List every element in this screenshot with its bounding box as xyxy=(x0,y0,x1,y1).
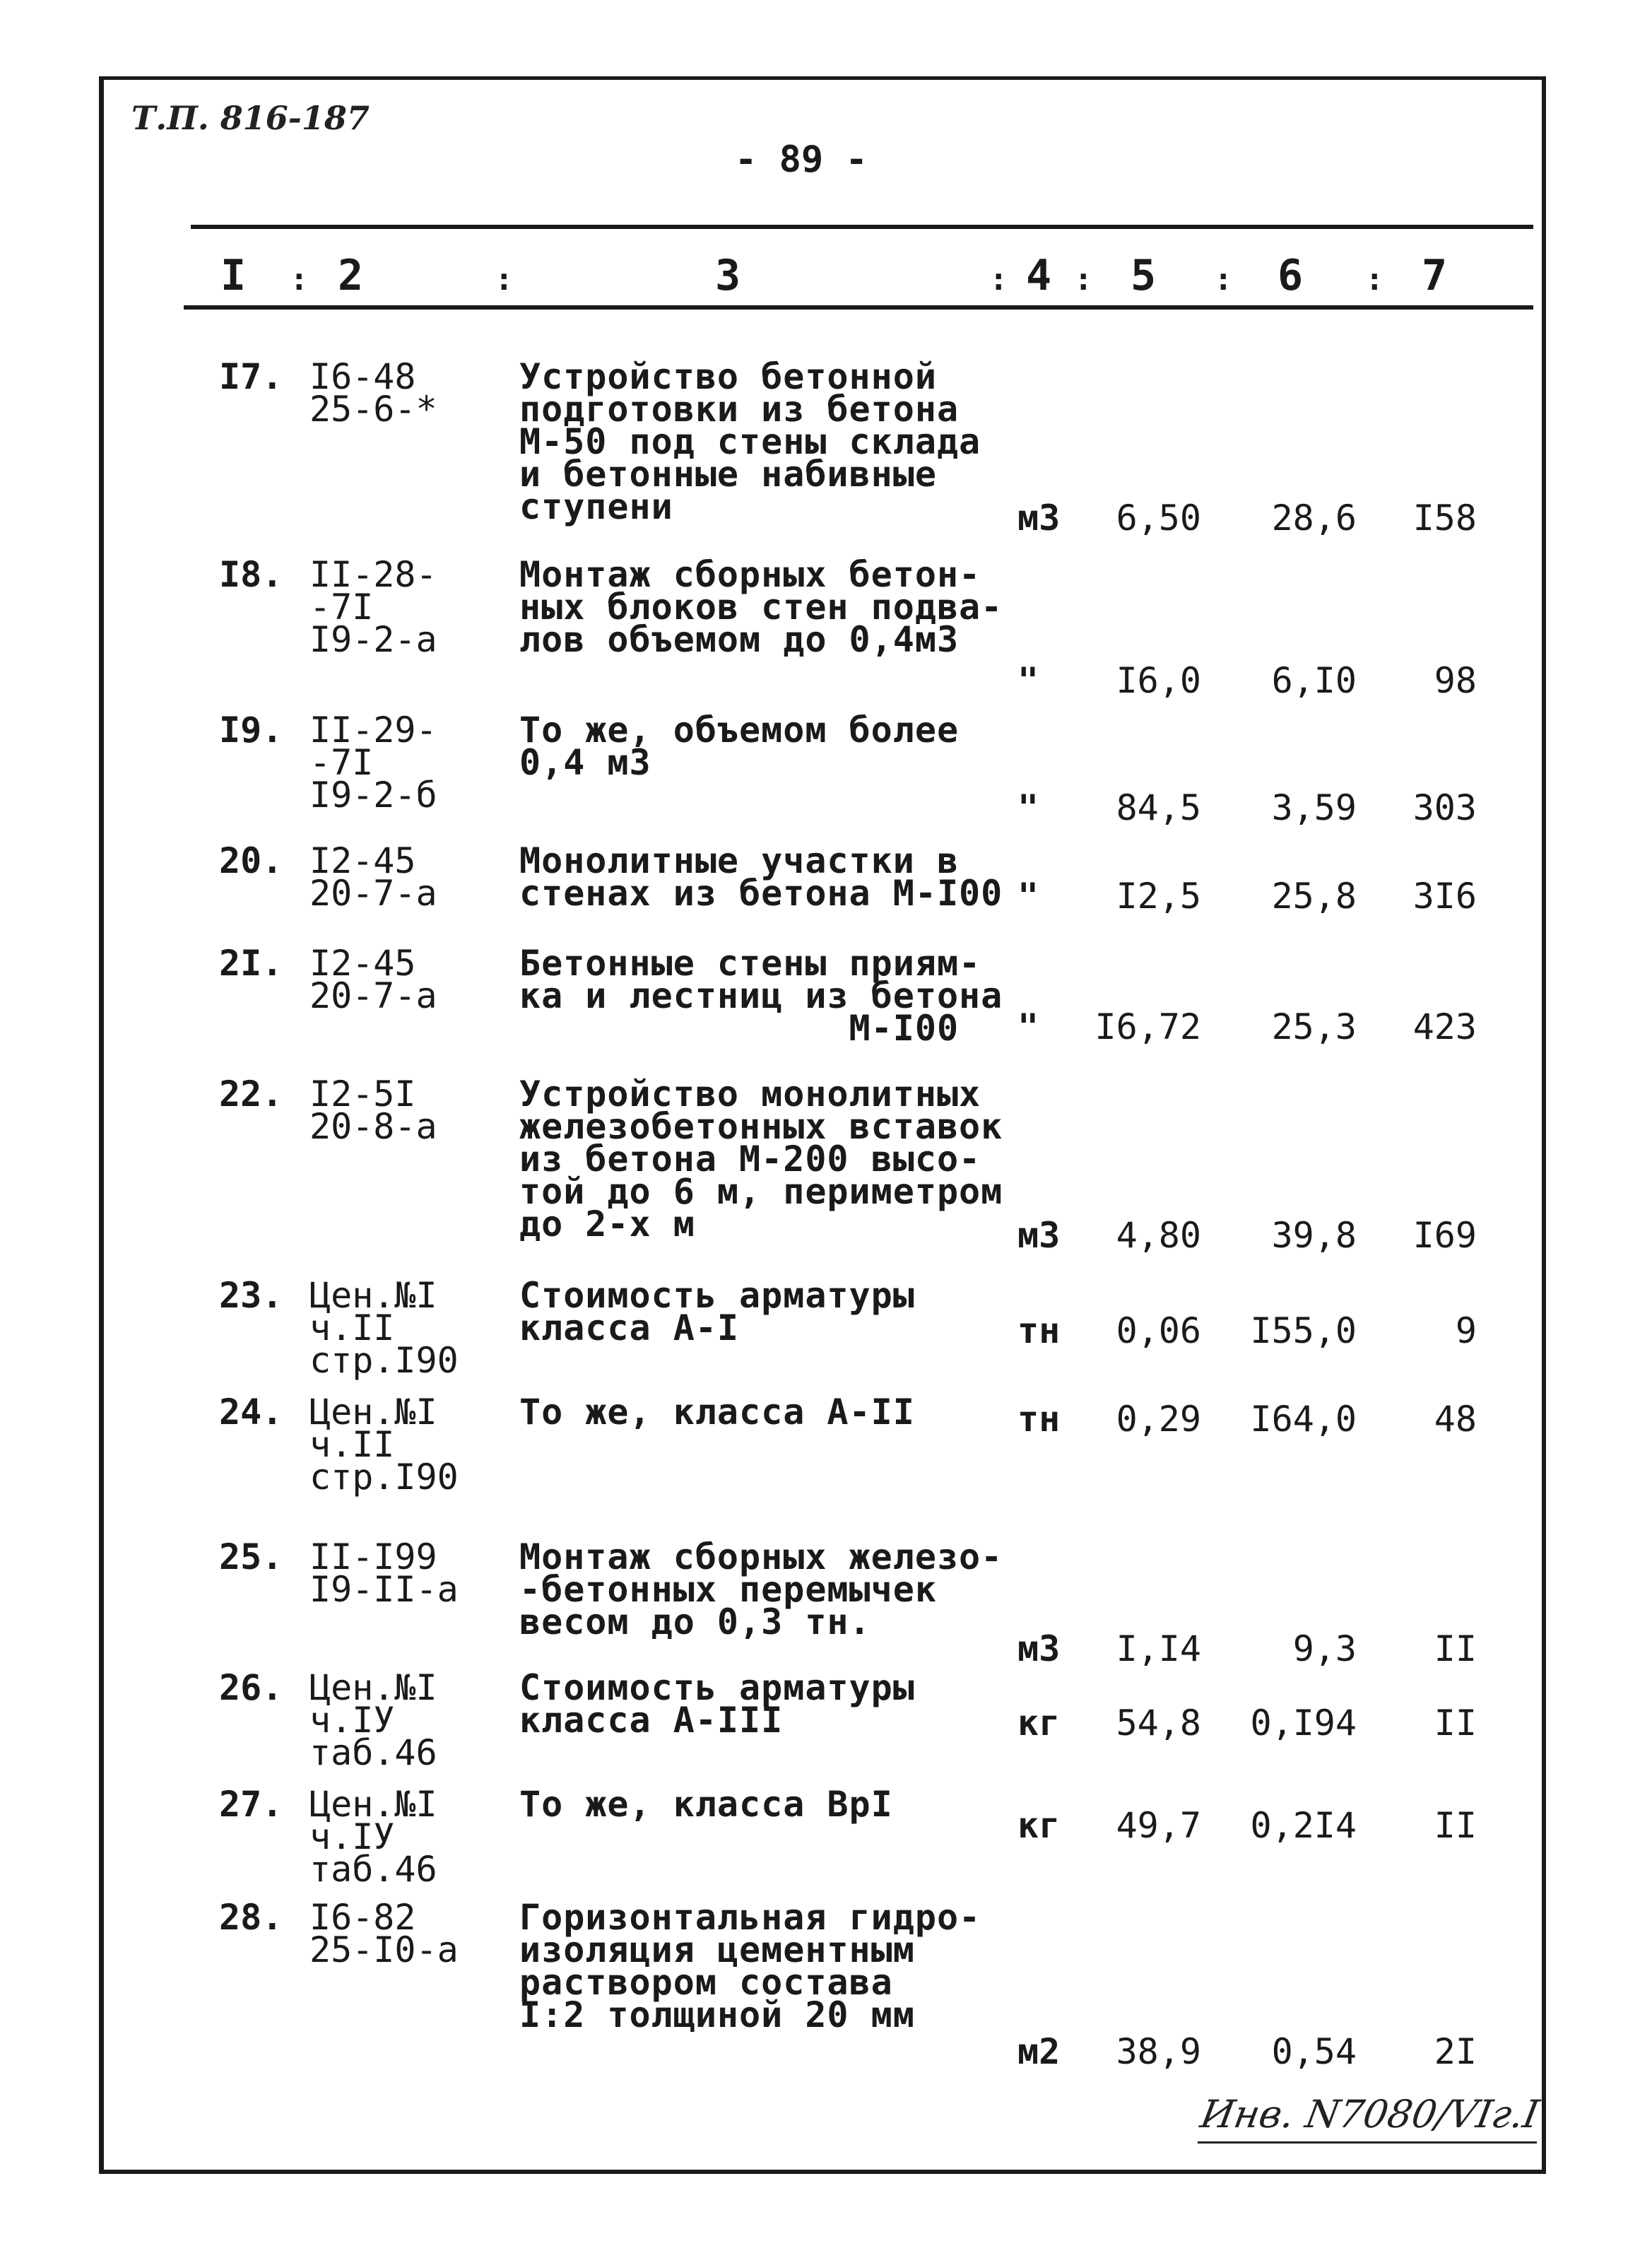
row-description: Горизонтальная гидро- изоляция цементным раствором состава I:2 толщиной 20 мм xyxy=(519,1897,981,2035)
row-code: II-I99 I9-II-а xyxy=(309,1536,459,1610)
row-unit: " xyxy=(1017,787,1039,828)
header-bottom-rule xyxy=(184,305,1533,310)
row-quantity: 4,80 xyxy=(1116,1215,1201,1256)
row-unit: " xyxy=(1017,660,1039,701)
row-total: 48 xyxy=(1434,1399,1477,1440)
row-description: Стоимость арматуры класса А-I xyxy=(519,1275,915,1348)
row-code: Цен.№I ч.IУ таб.46 xyxy=(309,1784,437,1890)
row-quantity: 0,29 xyxy=(1116,1399,1201,1440)
row-quantity: 49,7 xyxy=(1116,1805,1201,1846)
document-code: Т.П. 816-187 xyxy=(131,99,370,137)
row-unit-price: 0,I94 xyxy=(1250,1703,1357,1744)
row-unit: м3 xyxy=(1017,1628,1061,1669)
row-description: То же, класса ВрI xyxy=(519,1784,893,1825)
row-number: 24. xyxy=(219,1392,283,1433)
col-separator: : xyxy=(989,261,1008,298)
row-quantity: I6,0 xyxy=(1116,660,1201,701)
row-quantity: 6,50 xyxy=(1116,498,1201,539)
row-total: I58 xyxy=(1412,498,1477,539)
row-total: 423 xyxy=(1412,1006,1477,1047)
row-description: Устройство бетонной подготовки из бетона М-50 под стены склада и бетонные набивные ступени xyxy=(519,356,981,527)
row-total: II xyxy=(1434,1805,1477,1846)
row-unit: тн xyxy=(1017,1399,1061,1440)
row-unit: тн xyxy=(1017,1310,1061,1351)
row-code: Цен.№I ч.II стр.I90 xyxy=(309,1275,459,1381)
row-code: I6-82 25-I0-а xyxy=(309,1897,459,1970)
row-description: То же, класса А-II xyxy=(519,1392,915,1433)
row-unit-price: 39,8 xyxy=(1271,1215,1357,1256)
row-unit: кг xyxy=(1017,1805,1061,1846)
col-separator: : xyxy=(290,261,309,298)
row-number: 28. xyxy=(219,1897,283,1938)
col-separator: : xyxy=(1365,261,1384,298)
row-unit: " xyxy=(1017,1006,1039,1047)
row-total: II xyxy=(1434,1628,1477,1669)
row-number: I8. xyxy=(219,554,283,595)
col-header-2: 2 xyxy=(338,251,364,300)
row-unit-price: 25,3 xyxy=(1271,1006,1357,1047)
col-header-7: 7 xyxy=(1422,251,1448,300)
row-total: II xyxy=(1434,1703,1477,1744)
col-separator: : xyxy=(1214,261,1233,298)
row-unit-price: 3,59 xyxy=(1271,787,1357,828)
row-unit-price: I64,0 xyxy=(1250,1399,1357,1440)
row-code: II-29- -7I I9-2-б xyxy=(309,710,437,816)
row-unit-price: I55,0 xyxy=(1250,1310,1357,1351)
page-number: - 89 - xyxy=(735,139,868,181)
row-description: Стоимость арматуры класса А-III xyxy=(519,1667,915,1741)
row-total: 2I xyxy=(1434,2031,1477,2072)
row-unit-price: 25,8 xyxy=(1271,876,1357,917)
row-code: I2-45 20-7-а xyxy=(309,943,437,1016)
row-code: I2-5I 20-8-а xyxy=(309,1074,437,1147)
row-unit: м2 xyxy=(1017,2031,1061,2072)
row-description: Монолитные участки в стенах из бетона М-I00 xyxy=(519,840,1003,914)
row-number: 22. xyxy=(219,1074,283,1115)
row-quantity: I6,72 xyxy=(1095,1006,1201,1047)
row-quantity: 54,8 xyxy=(1116,1703,1201,1744)
col-header-6: 6 xyxy=(1278,251,1304,300)
col-header-1: I xyxy=(220,251,247,300)
row-number: 25. xyxy=(219,1536,283,1577)
col-separator: : xyxy=(1074,261,1093,298)
row-unit: м3 xyxy=(1017,498,1061,539)
row-description: Монтаж сборных железо- -бетонных перемычек весом до 0,3 тн. xyxy=(519,1536,1003,1642)
row-description: Устройство монолитных железобетонных вставок из бетона М-200 высо- той до 6 м, периметром до 2-х м xyxy=(519,1074,1003,1245)
row-description: Бетонные стены приям- ка и лестниц из бетона М-I00 xyxy=(519,943,1003,1049)
row-number: I7. xyxy=(219,356,283,397)
row-total: 3I6 xyxy=(1412,876,1477,917)
row-quantity: 0,06 xyxy=(1116,1310,1201,1351)
row-code: I2-45 20-7-а xyxy=(309,840,437,914)
col-header-5: 5 xyxy=(1131,251,1157,300)
row-quantity: I2,5 xyxy=(1116,876,1201,917)
row-total: 9 xyxy=(1455,1310,1477,1351)
row-code: I6-48 25-6-* xyxy=(309,356,437,430)
row-number: 26. xyxy=(219,1667,283,1708)
stamp-underline xyxy=(1198,2141,1537,2144)
row-number: 27. xyxy=(219,1784,283,1825)
row-number: I9. xyxy=(219,710,283,751)
row-description: То же, объемом более 0,4 м3 xyxy=(519,710,960,783)
row-total: I69 xyxy=(1412,1215,1477,1256)
inventory-stamp: Инв. N7080/VIг.I xyxy=(1197,2092,1542,2136)
row-unit-price: 0,54 xyxy=(1271,2031,1357,2072)
row-unit: м3 xyxy=(1017,1215,1061,1256)
col-separator: : xyxy=(495,261,514,298)
header-top-rule xyxy=(191,225,1533,229)
row-total: 303 xyxy=(1412,787,1477,828)
col-header-4: 4 xyxy=(1026,251,1052,300)
row-quantity: 84,5 xyxy=(1116,787,1201,828)
row-number: 2I. xyxy=(219,943,283,984)
col-header-3: 3 xyxy=(715,251,741,300)
row-number: 20. xyxy=(219,840,283,881)
row-unit-price: 6,I0 xyxy=(1271,660,1357,701)
row-unit: " xyxy=(1017,876,1039,917)
row-unit-price: 28,6 xyxy=(1271,498,1357,539)
row-unit-price: 0,2I4 xyxy=(1250,1805,1357,1846)
row-code: II-28- -7I I9-2-а xyxy=(309,554,437,660)
row-quantity: I,I4 xyxy=(1116,1628,1201,1669)
row-code: Цен.№I ч.IУ таб.46 xyxy=(309,1667,437,1773)
row-number: 23. xyxy=(219,1275,283,1316)
row-total: 98 xyxy=(1434,660,1477,701)
row-unit: кг xyxy=(1017,1703,1061,1744)
row-quantity: 38,9 xyxy=(1116,2031,1201,2072)
row-description: Монтаж сборных бетон- ных блоков стен подва- лов объемом до 0,4м3 xyxy=(519,554,1003,660)
row-unit-price: 9,3 xyxy=(1292,1628,1357,1669)
row-code: Цен.№I ч.II стр.I90 xyxy=(309,1392,459,1498)
